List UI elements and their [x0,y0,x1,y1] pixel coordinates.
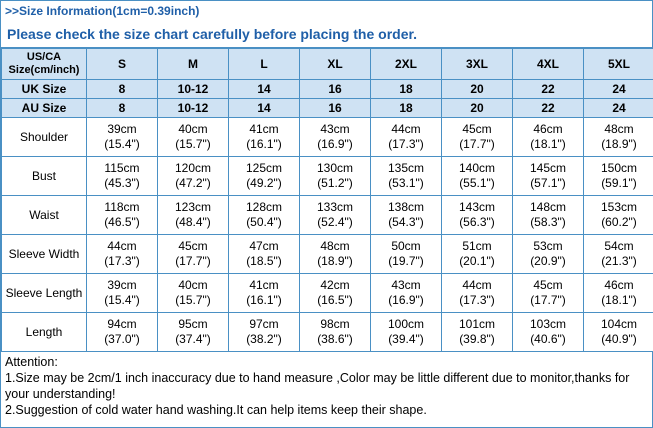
measure-inch: (17.3") [388,137,424,151]
column-header-m: M [158,49,229,80]
measure-cm: 48cm [320,239,350,253]
measure-cell [229,274,300,313]
attention-line-1: 1.Size may be 2cm/1 inch inaccuracy due to hand measure ,Color may be little different due to monitor,thanks for your understanding! [5,371,630,401]
column-header-4xl: 4XL [513,49,584,80]
measure-cell [371,313,442,352]
measure-inch: (38.6") [317,332,353,346]
measure-cm: 97cm [249,317,279,331]
measure-inch: (18.1") [530,137,566,151]
measure-inch: (53.1") [388,176,424,190]
measure-cell [300,157,371,196]
measure-inch: (17.3") [459,293,495,307]
measure-cell [513,157,584,196]
measure-cell [371,157,442,196]
measure-cm: 153cm [600,200,638,214]
measure-cm: 123cm [174,200,212,214]
measure-label: Sleeve Length [2,274,87,313]
table-row [2,313,653,352]
measure-inch: (60.2") [601,215,637,229]
attention-title: Attention: [5,355,58,369]
au-size-value: 8 [87,99,158,118]
measure-cell [229,313,300,352]
uk-size-value: 24 [584,80,653,99]
measure-cell [513,235,584,274]
measure-inch: (17.7") [175,254,211,268]
measure-cm: 140cm [458,161,496,175]
measure-inch: (18.5") [246,254,282,268]
measure-cm: 50cm [391,239,421,253]
measure-inch: (16.5") [317,293,353,307]
measure-cm: 98cm [320,317,350,331]
measure-cm: 42cm [320,278,350,292]
measure-cell [158,274,229,313]
measure-cm: 115cm [104,161,140,175]
measure-inch: (47.2") [175,176,211,190]
measure-cell [87,118,158,157]
measure-cell [584,118,653,157]
measure-cm: 125cm [245,161,283,175]
measure-cm: 128cm [245,200,283,214]
uk-size-value: 20 [442,80,513,99]
measure-inch: (57.1") [530,176,566,190]
measure-inch: (45.3") [104,176,140,190]
au-size-row [2,99,653,118]
uk-size-value: 18 [371,80,442,99]
measure-inch: (58.3") [530,215,566,229]
measure-inch: (59.1") [601,176,637,190]
au-size-value: 20 [442,99,513,118]
au-size-value: 18 [371,99,442,118]
measure-cell [87,196,158,235]
measure-inch: (17.3") [104,254,140,268]
au-size-value: 22 [513,99,584,118]
measure-cell [300,118,371,157]
measure-inch: (54.3") [388,215,424,229]
measure-inch: (40.9") [601,332,637,346]
measure-cell [87,274,158,313]
table-row [2,157,653,196]
au-size-value: 16 [300,99,371,118]
measure-inch: (15.4") [104,137,140,151]
measure-inch: (37.0") [104,332,140,346]
table-row [2,118,653,157]
measure-cell [229,118,300,157]
measure-cm: 41cm [249,122,279,136]
measure-inch: (49.2") [246,176,282,190]
measure-cell [87,235,158,274]
measure-inch: (40.6") [530,332,566,346]
measure-label: Bust [2,157,87,196]
measure-cm: 94cm [107,317,137,331]
measure-inch: (17.7") [459,137,495,151]
measure-cm: 53cm [533,239,563,253]
measure-cm: 51cm [462,239,492,253]
measure-cell [371,118,442,157]
measure-inch: (16.9") [388,293,424,307]
measure-inch: (56.3") [459,215,495,229]
measure-cell [158,196,229,235]
measure-inch: (51.2") [317,176,353,190]
measure-label: Waist [2,196,87,235]
column-header-xl: XL [300,49,371,80]
measure-inch: (15.7") [175,293,211,307]
measure-cm: 43cm [391,278,421,292]
measure-cm: 46cm [604,278,634,292]
measure-inch: (15.7") [175,137,211,151]
table-row [2,274,653,313]
measure-inch: (20.1") [459,254,495,268]
measure-cell [442,118,513,157]
measure-cell [442,274,513,313]
uk-size-label: UK Size [2,80,87,99]
measure-cell [229,235,300,274]
measure-cm: 43cm [320,122,350,136]
measure-cell [158,235,229,274]
measure-cm: 40cm [178,278,208,292]
measure-cell [442,196,513,235]
measure-cell [442,235,513,274]
measure-inch: (19.7") [388,254,424,268]
table-row [2,235,653,274]
uk-size-value: 8 [87,80,158,99]
measure-inch: (21.3") [601,254,637,268]
measure-cell [513,196,584,235]
measure-cm: 47cm [249,239,279,253]
measure-cell [87,313,158,352]
measure-cm: 44cm [462,278,492,292]
measure-cm: 54cm [604,239,634,253]
measure-inch: (17.7") [530,293,566,307]
uk-size-value: 16 [300,80,371,99]
measure-cell [584,274,653,313]
column-header-5xl: 5XL [584,49,653,80]
column-header-2xl: 2XL [371,49,442,80]
measure-inch: (48.4") [175,215,211,229]
measure-cm: 145cm [529,161,567,175]
measure-cell [300,235,371,274]
measure-cell [442,313,513,352]
measure-inch: (16.1") [246,137,282,151]
measure-cm: 130cm [316,161,354,175]
measure-cell [158,118,229,157]
measure-cm: 40cm [178,122,208,136]
measure-inch: (50.4") [246,215,282,229]
measure-inch: (18.9") [601,137,637,151]
measure-inch: (20.9") [530,254,566,268]
measure-cell [584,196,653,235]
measure-cm: 45cm [533,278,563,292]
column-header-3xl: 3XL [442,49,513,80]
measure-label: Length [2,313,87,352]
uk-size-value: 10-12 [158,80,229,99]
measure-cm: 133cm [316,200,354,214]
measure-cm: 148cm [529,200,567,214]
measure-inch: (52.4") [317,215,353,229]
measure-inch: (38.2") [246,332,282,346]
measure-inch: (39.8") [459,332,495,346]
measure-cell [513,118,584,157]
measure-cell [584,235,653,274]
size-chart-table [1,48,653,352]
measure-inch: (39.4") [388,332,424,346]
column-header-l: L [229,49,300,80]
measure-cm: 95cm [178,317,208,331]
row-label-header: US/CA Size(cm/inch) [2,49,87,80]
measure-cell [300,313,371,352]
table-header-row [2,49,653,80]
au-size-value: 10-12 [158,99,229,118]
measure-inch: (15.4") [104,293,140,307]
measure-cm: 45cm [462,122,492,136]
measure-label: Sleeve Width [2,235,87,274]
measure-cm: 118cm [104,200,140,214]
measure-cell [229,157,300,196]
measure-cell [513,313,584,352]
measure-label: Shoulder [2,118,87,157]
measure-cm: 41cm [249,278,279,292]
measure-cm: 39cm [107,278,137,292]
attention-line-2: 2.Suggestion of cold water hand washing.It can help items keep their shape. [5,403,427,417]
measure-cell [300,274,371,313]
measure-cell [87,157,158,196]
measure-cm: 100cm [387,317,425,331]
measure-cm: 143cm [458,200,496,214]
measure-cell [371,196,442,235]
measure-cell [229,196,300,235]
measure-cell [584,313,653,352]
measure-cell [442,157,513,196]
measure-cell [371,274,442,313]
measure-cell [158,313,229,352]
measure-cm: 39cm [107,122,137,136]
measure-cell [158,157,229,196]
measure-cm: 44cm [391,122,421,136]
measure-cm: 45cm [178,239,208,253]
au-size-value: 14 [229,99,300,118]
measure-cell [584,157,653,196]
uk-size-value: 14 [229,80,300,99]
column-header-s: S [87,49,158,80]
measure-cell [300,196,371,235]
measure-cm: 104cm [600,317,638,331]
au-size-value: 24 [584,99,653,118]
attention-section [1,352,652,427]
au-size-label: AU Size [2,99,87,118]
measure-cell [371,235,442,274]
measure-inch: (46.5") [104,215,140,229]
measure-cell [513,274,584,313]
measure-inch: (16.9") [317,137,353,151]
measure-inch: (55.1") [459,176,495,190]
page-title: >>Size Information(1cm=0.39inch) [1,1,652,21]
measure-cm: 120cm [174,161,212,175]
table-row [2,196,653,235]
measure-cm: 101cm [458,317,496,331]
uk-size-value: 22 [513,80,584,99]
measure-inch: (37.4") [175,332,211,346]
notice-text: Please check the size chart carefully before placing the order. [1,21,652,48]
measure-inch: (18.9") [317,254,353,268]
measure-cm: 48cm [604,122,634,136]
measure-inch: (16.1") [246,293,282,307]
measure-cm: 103cm [529,317,567,331]
measure-inch: (18.1") [601,293,637,307]
measure-cm: 46cm [533,122,563,136]
measure-cm: 150cm [600,161,638,175]
measure-cm: 138cm [387,200,425,214]
uk-size-row [2,80,653,99]
measure-cm: 44cm [107,239,137,253]
measure-cm: 135cm [387,161,425,175]
